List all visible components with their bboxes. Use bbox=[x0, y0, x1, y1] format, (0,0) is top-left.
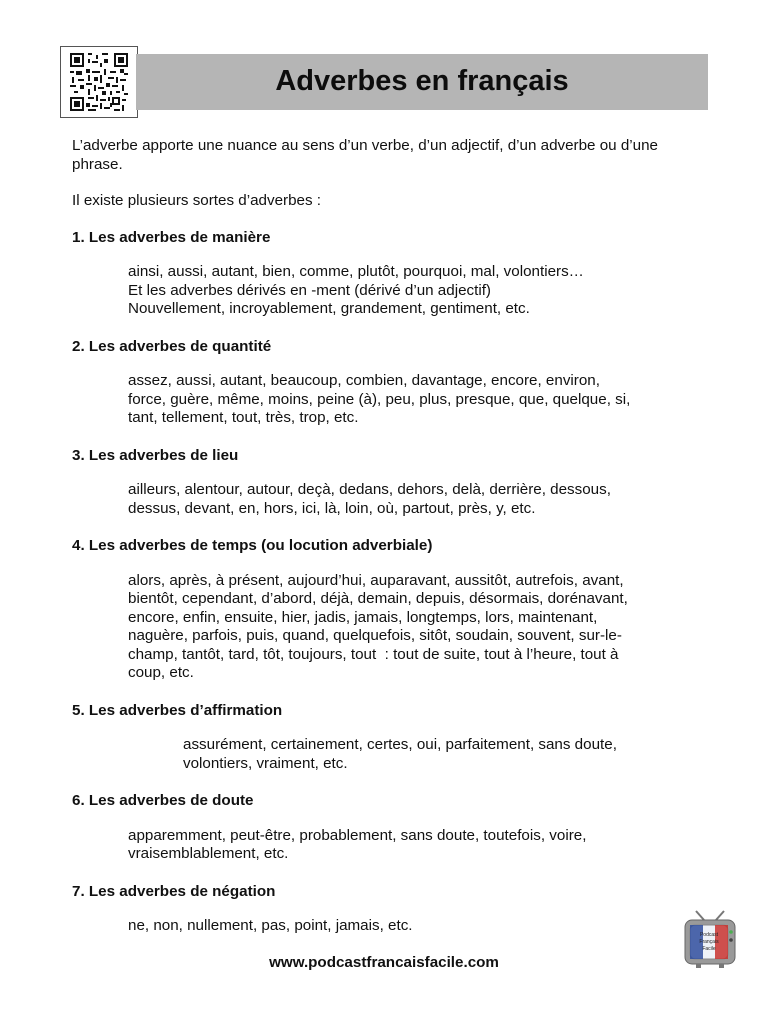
adverb-list bbox=[72, 917, 702, 936]
list-line: coup, etc. bbox=[128, 664, 194, 681]
list-line: encore, enfin, ensuite, hier, jadis, jamais, longtemps, lors, maintenant, bbox=[128, 608, 598, 626]
section-heading: 2. Les adverbes de quantité bbox=[72, 337, 272, 355]
list-line: tant, tellement, tout, très, trop, etc. bbox=[128, 409, 359, 426]
document-body bbox=[72, 137, 702, 955]
intro-sentence: Il existe plusieurs sortes d’adverbes : bbox=[72, 192, 322, 209]
section-heading: 1. Les adverbes de manière bbox=[72, 228, 271, 246]
list-line: naguère, parfois, puis, quand, quelquefois, sitôt, soudain, souvent, sur-le- bbox=[128, 627, 622, 644]
list-line: ne, non, nullement, pas, point, jamais, etc. bbox=[128, 917, 413, 934]
section-heading: 3. Les adverbes de lieu bbox=[72, 446, 239, 464]
svg-text:Podcast: Podcast bbox=[699, 932, 719, 938]
adverb-list bbox=[72, 372, 702, 428]
list-line: assez, aussi, autant, beaucoup, combien, davantage, encore, environ, bbox=[128, 372, 600, 389]
intro-paragraph: L’adverbe apporte une nuance au sens d’un verbe, d’un adjectif, d’un adverbe ou d’une phrase. bbox=[72, 137, 659, 173]
podcast-tv-logo-icon bbox=[682, 910, 738, 970]
list-line: volontiers, vraiment, etc. bbox=[183, 754, 348, 772]
list-line: apparemment, peut-être, probablement, sans doute, toutefois, voire, bbox=[128, 826, 587, 844]
adverb-list bbox=[72, 827, 702, 864]
qr-code-icon bbox=[60, 46, 138, 118]
list-line: ainsi, aussi, autant, bien, comme, plutôt, pourquoi, mal, volontiers… bbox=[128, 263, 584, 280]
adverb-list bbox=[72, 481, 702, 518]
list-line: force, guère, même, moins, peine (à), peu, plus, presque, que, quelque, si, bbox=[128, 390, 631, 408]
svg-text:Français: Français bbox=[699, 939, 719, 945]
list-line: assurément, certainement, certes, oui, parfaitement, sans doute, bbox=[183, 736, 617, 753]
section-heading: 5. Les adverbes d’affirmation bbox=[72, 701, 283, 719]
adverb-list bbox=[72, 736, 702, 773]
list-line: vraisemblablement, etc. bbox=[128, 845, 289, 862]
adverb-list bbox=[72, 263, 702, 319]
list-line: ailleurs, alentour, autour, deçà, dedans, dehors, delà, derrière, dessous, bbox=[128, 481, 611, 498]
section-heading: 6. Les adverbes de doute bbox=[72, 792, 254, 809]
list-line: dessus, devant, en, hors, ici, là, loin, où, partout, près, y, etc. bbox=[128, 499, 536, 517]
list-line: bientôt, cependant, d’abord, déjà, demain, depuis, désormais, dorénavant, bbox=[128, 590, 628, 607]
title-bar bbox=[136, 54, 708, 110]
section-heading: 7. Les adverbes de négation bbox=[72, 882, 276, 900]
footer-url: www.podcastfrancaisfacile.com bbox=[269, 954, 499, 971]
section-heading: 4. Les adverbes de temps (ou locution adverbiale) bbox=[72, 537, 433, 554]
page-title: Adverbes en français bbox=[275, 65, 569, 97]
svg-text:Facile: Facile bbox=[702, 946, 716, 952]
list-line: Nouvellement, incroyablement, grandement, gentiment, etc. bbox=[128, 300, 530, 317]
list-line: Et les adverbes dérivés en -ment (dérivé d’un adjectif) bbox=[128, 281, 491, 299]
adverb-list bbox=[72, 572, 702, 683]
list-line: champ, tantôt, tard, tôt, toujours, tout : tout de suite, tout à l’heure, tout à bbox=[128, 645, 619, 663]
list-line: alors, après, à présent, aujourd’hui, auparavant, aussitôt, autrefois, avant, bbox=[128, 571, 624, 589]
